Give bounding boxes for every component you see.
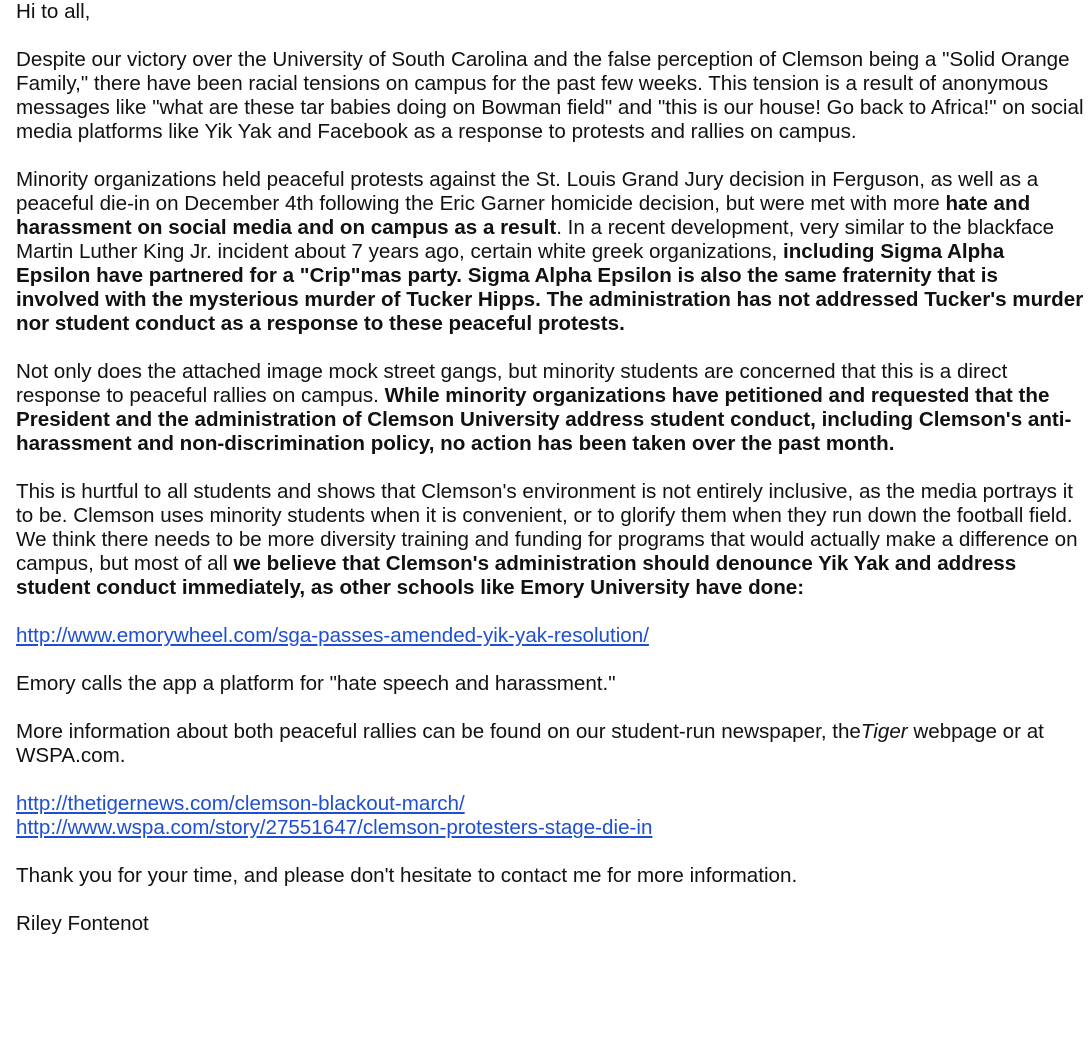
paragraph-inclusion [16, 480, 1084, 600]
bold-text: including Sigma Alpha Epsilon have partnered for a "Crip"mas party. Sigma Alpha Epsilon is also the same fraternity that is involved with the mysterious murder of Tucker Hipps. The administration has not addressed Tucker's murder nor student conduct as a response to these peaceful protests. [16, 240, 1084, 335]
email-body [16, 0, 1084, 960]
signature: Riley Fontenot [16, 912, 149, 935]
paragraph-emory-quote: Emory calls the app a platform for "hate speech and harassment." [16, 672, 616, 695]
paragraph-thanks: Thank you for your time, and please don't hesitate to contact me for more information. [16, 864, 798, 887]
paragraph-text: This is hurtful to all students and shows that Clemson's environment is not entirely inclusive, as the media portrays it to be. Clemson uses minority students when it is convenient, or to glorify them when they run down the football field. We think there needs to be more diversity training and funding for programs that would actually make a difference on campus, but most of all [16, 480, 1078, 575]
paragraph-racial-tensions: Despite our victory over the University of South Carolina and the false perception of Clemson being a "Solid Orange Family," there have been racial tensions on campus for the past few weeks. This tension is a result of anonymous messages like "what are these tar babies doing on Bowman field" and "this is our house! Go back to Africa!" on social media platforms like Yik Yak and Facebook as a response to protests and rallies on campus. [16, 48, 1084, 143]
wspa-link[interactable]: http://www.wspa.com/story/27551647/clemson-protesters-stage-die-in [16, 816, 653, 839]
emory-link-block [16, 624, 1084, 648]
emory-wheel-link[interactable]: http://www.emorywheel.com/sga-passes-amended-yik-yak-resolution/ [16, 624, 649, 647]
paragraph-text: Minority organizations held peaceful protests against the St. Louis Grand Jury decision in Ferguson, as well as a peaceful die-in on December 4th following the Eric Garner homicide decision, but were met with more [16, 168, 1039, 215]
paragraph-text: Not only does the attached image mock street gangs, but minority students are concerned that this is a direct response to peaceful rallies on campus. [16, 360, 1008, 407]
paragraph-text: . In a recent development, very similar to the blackface Martin Luther King Jr. incident about 7 years ago, certain white greek organizations, [16, 216, 1055, 263]
tiger-news-link[interactable]: http://thetigernews.com/clemson-blackout-march/ [16, 792, 465, 815]
paragraph-more-info [16, 720, 1084, 768]
bold-text: While minority organizations have petitioned and requested that the President and the administration of Clemson University address student conduct, including Clemson's anti-harassment and non-discrimination policy, no action has been taken over the past month. [16, 384, 1072, 455]
news-links-block [16, 792, 1084, 840]
bold-text: we believe that Clemson's administration should denounce Yik Yak and address student conduct immediately, as other schools like Emory University have done: [16, 552, 1017, 599]
italic-text: Tiger [860, 720, 908, 743]
paragraph-text: More information about both peaceful rallies can be found on our student-run newspaper, the [16, 720, 861, 743]
paragraph-text: webpage or at WSPA.com. [16, 720, 1044, 767]
paragraph-petition [16, 360, 1084, 456]
bold-text: hate and harassment on social media and on campus as a result [16, 192, 1031, 239]
greeting: Hi to all, [16, 0, 91, 23]
paragraph-protests [16, 168, 1084, 336]
